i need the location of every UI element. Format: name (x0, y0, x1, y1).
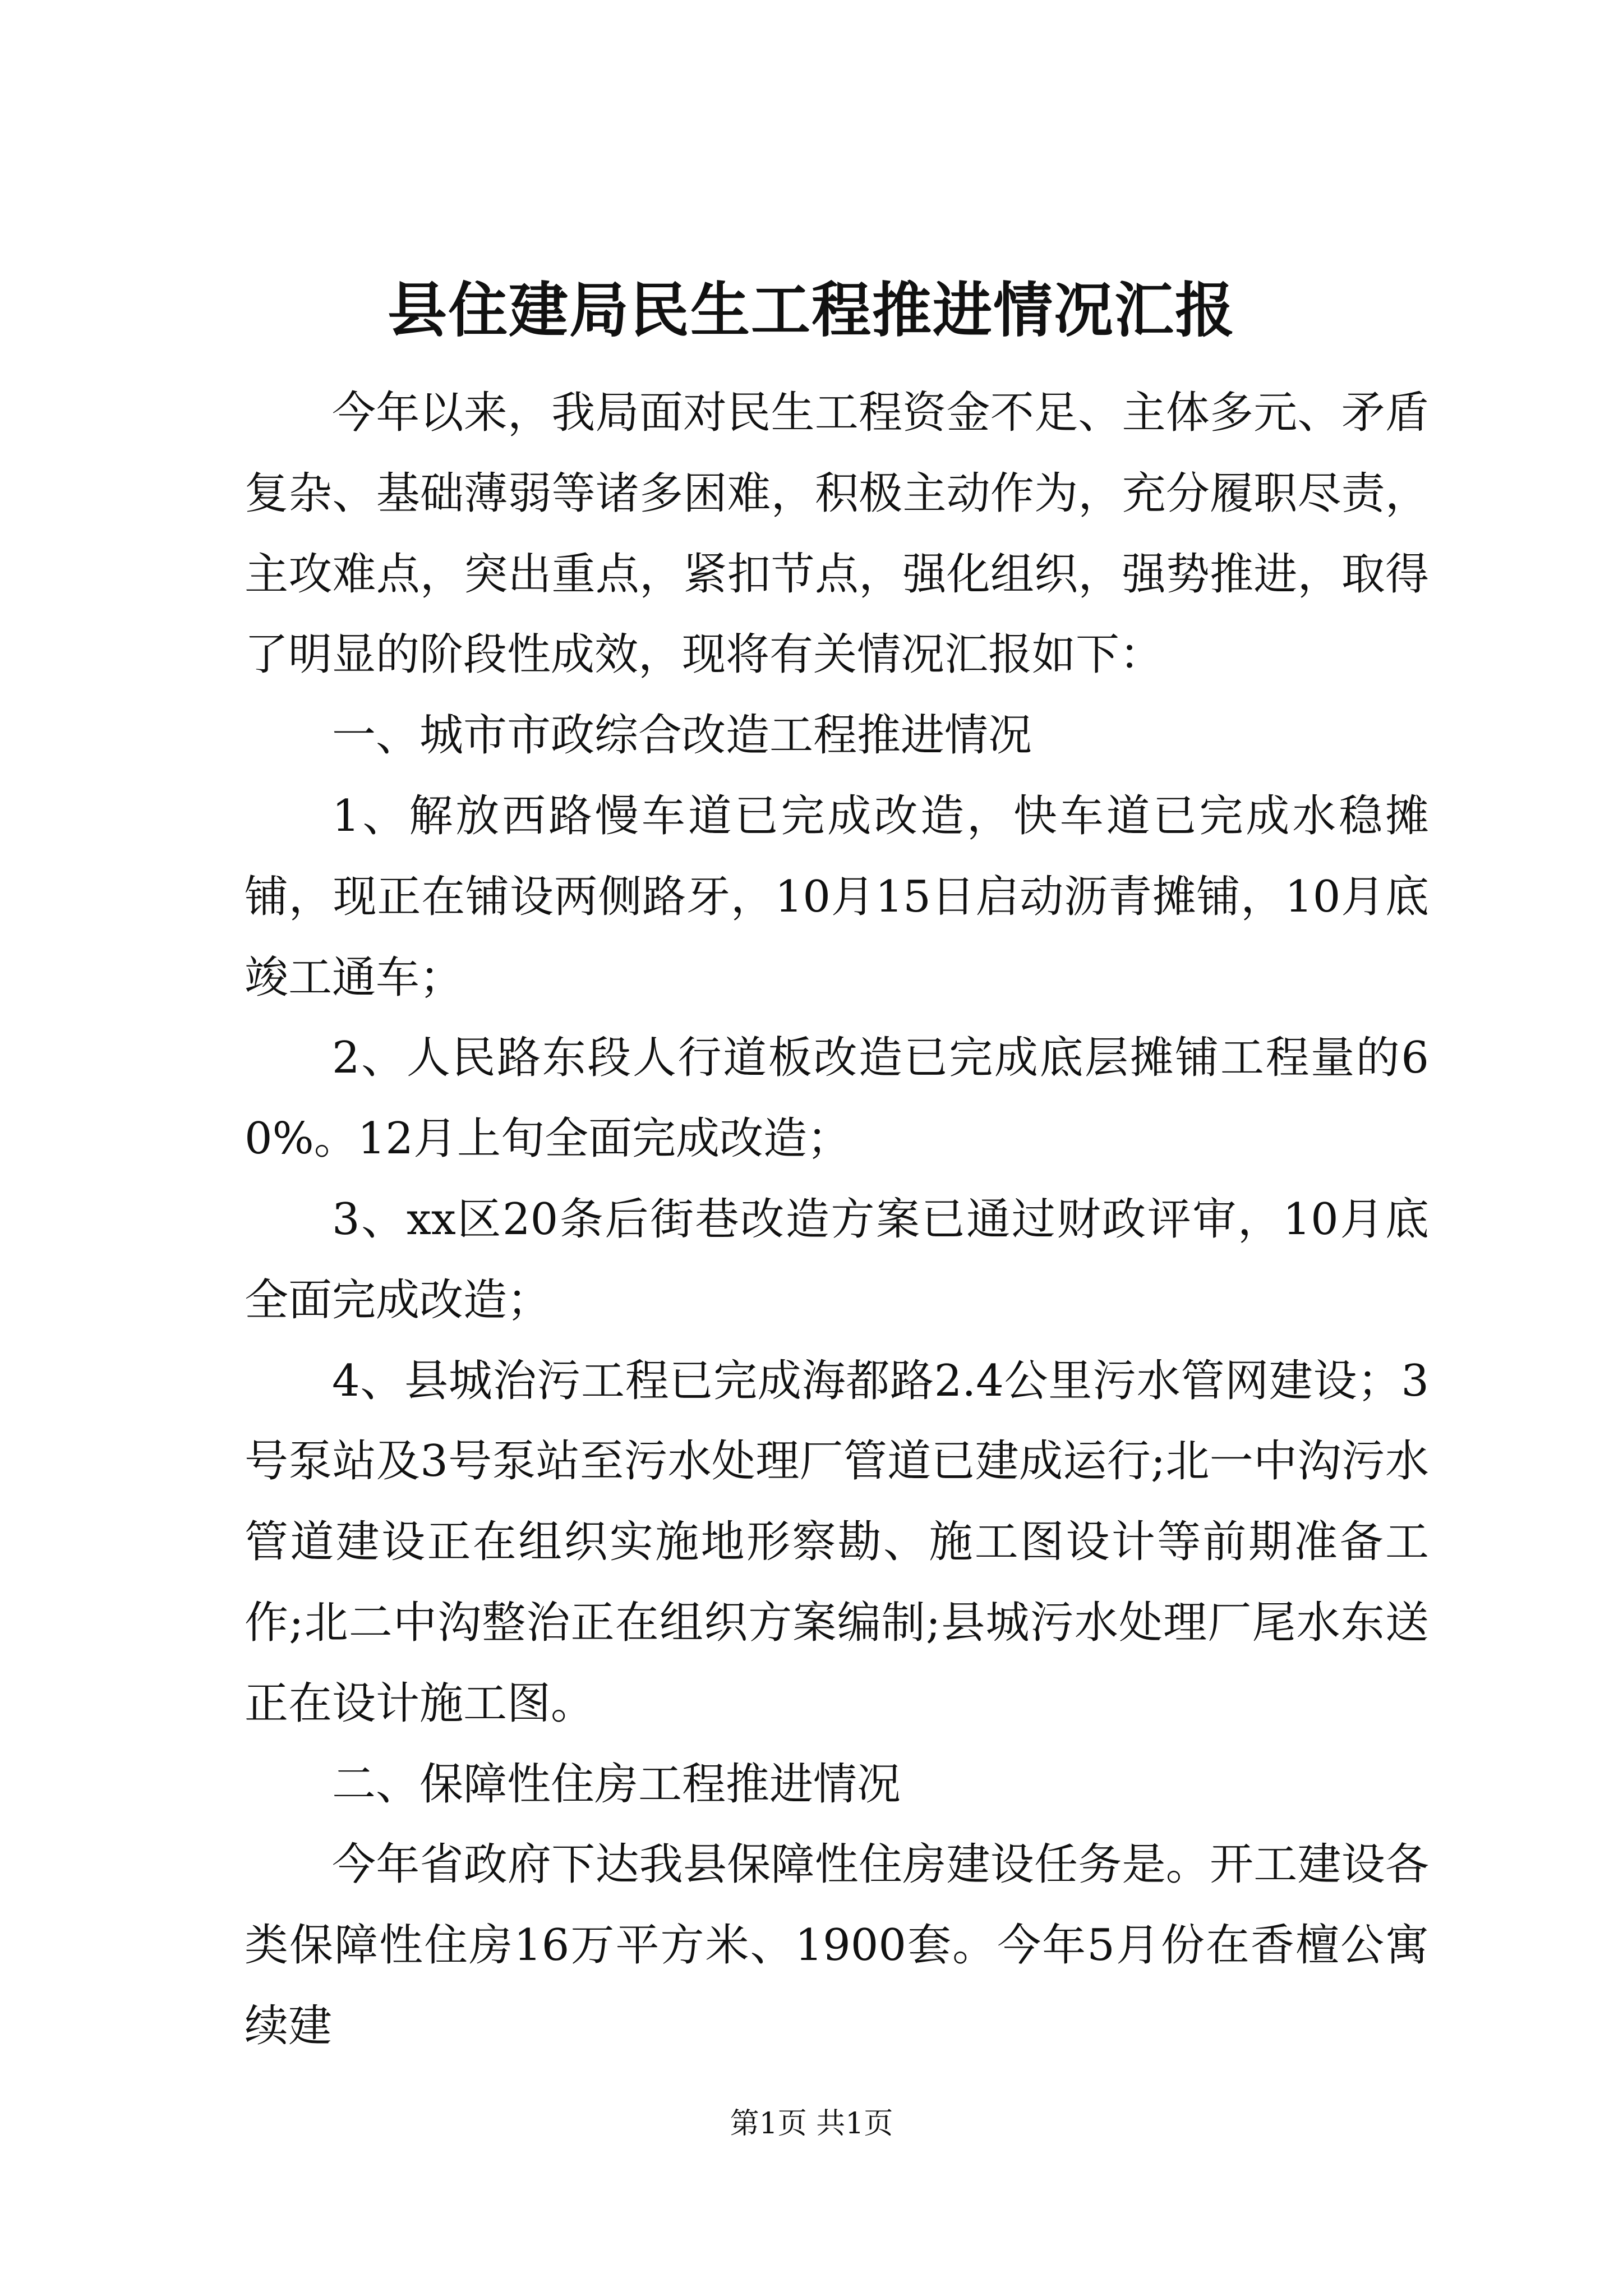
paragraph-item-1: 1、解放西路慢车道已完成改造，快车道已完成水稳摊铺，现正在铺设两侧路牙，10月15日启动沥青摊铺，10月底竣工通车； (245, 790, 1429, 1003)
section-heading-1: 一、城市市政综合改造工程推进情况 (332, 710, 1032, 761)
section-heading-2: 二、保障性住房工程推进情况 (332, 1759, 901, 1810)
paragraph-intro: 今年以来，我局面对民生工程资金不足、主体多元、矛盾复杂、基础薄弱等诸多困难，积极主动作为，充分履职尽责，主攻难点，突出重点，紧扣节点，强化组织，强势推进，取得了明显的阶段性成效，现将有关情况汇报如下： (245, 388, 1429, 680)
paragraph-housing: 今年省政府下达我县保障性住房建设任务是。开工建设各类保障性住房16万平方米、1900套。今年5月份在香檀公寓续建 (245, 1839, 1429, 2051)
paragraph-item-4: 4、县城治污工程已完成海都路2.4公里污水管网建设；3号泵站及3号泵站至污水处理厂管道已建成运行;北一中沟污水管道建设正在组织实施地形察勘、施工图设计等前期准备工作;北二中沟整治正在组织方案编制;县城污水处理厂尾水东送正在设计施工图。 (245, 1355, 1429, 1729)
page-footer: 第1页 共1页 (730, 2107, 893, 2141)
paragraph-item-3: 3、xx区20条后街巷改造方案已通过财政评审，10月底全面完成改造； (245, 1194, 1429, 1326)
document-body (245, 373, 1429, 2067)
document-title: 县住建局民生工程推进情况汇报 (388, 275, 1235, 345)
paragraph-item-2: 2、人民路东段人行道板改造已完成底层摊铺工程量的60%。12月上旬全面完成改造； (245, 1033, 1429, 1165)
